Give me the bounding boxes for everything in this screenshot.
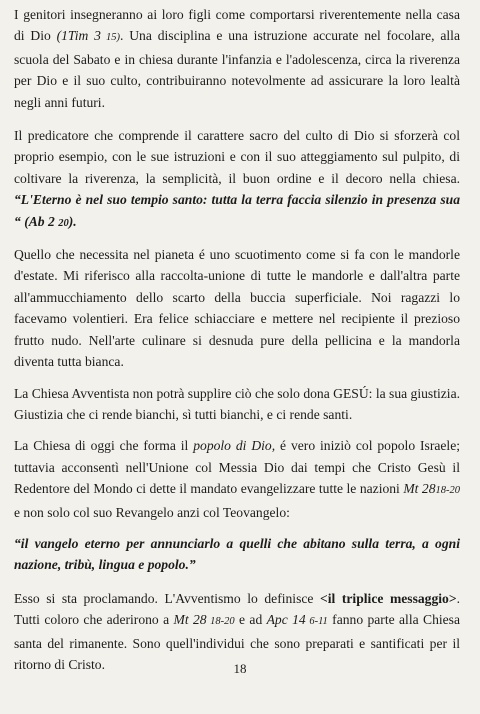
paragraph-3: Quello che necessita nel pianeta é uno scuotimento come si fa con le mandorle d'estate. Mi riferisco alla raccolta-unione di tutte le mandorle e dall'altra parte all'ammucchiamento dello scarto della buccia superficiale. Noi ragazzi lo facevamo volentieri. Era felice schiacciare e mettere nel recipiente il prezioso frutto nudo. Nell'arte culinare si desnuda pure della pellicina e la mandorla diventa tutta bianca. [14, 247, 460, 370]
bible-ref-apc: Apc 14 6-11 [266, 612, 328, 628]
paragraph-5-text-b: é vero iniziò col popolo Israele; tuttavia acconsentì nell'Unione col Messia Dio dai tempi che Cristo Gesù il Redentore del Mondo ci dette il mandato evangelizzare tutte le nazioni [14, 438, 461, 497]
paragraph-5 [14, 435, 460, 523]
paragraph-4: La Chiesa Avventista non potrà supplire ciò che solo dona GESÚ: la sua giustizia. Giustizia che ci rende bianchi, sì tutti bianchi, e ci rende santi. [14, 385, 460, 422]
bible-ref-mt-2: Mt 28 18-20 [173, 612, 235, 628]
paragraph-7-text-d: fanno parte alla Chiesa santa del rimanente. Sono quell'individui che sono preparati e santificati per il ritorno di Cristo. [14, 612, 460, 672]
paragraph-2 [14, 125, 460, 234]
paragraph-5-italic: popolo di Dio, [193, 438, 276, 454]
paragraph-1 [14, 4, 460, 113]
quote-gospel: “il vangelo eterno per annunciarlo a quelli che abitano sulla terra, a ogni nazione, tribù, lingua e popolo.” [14, 535, 460, 573]
bible-ref-1tim: (1Tim 3 15) [56, 28, 121, 44]
paragraph-2-text: Il predicatore che comprende il carattere sacro del culto di Dio si sforzerà col proprio esempio, con le sue istruzioni e con il suo atteggiamento sul pulpito, di coltivare la riverenza, la semplicità, il buon ordine e il decoro nella chiesa. [14, 128, 460, 186]
triplice-messaggio: <il triplice messaggio> [320, 590, 457, 606]
paragraph-5-text-a: La Chiesa di oggi che forma il [14, 438, 194, 454]
bible-ref-mt: Mt 2818-20 [403, 481, 461, 497]
paragraph-7-text-a: Esso si sta proclamando. L'Avventismo lo definisce [14, 590, 320, 606]
quote-habakkuk: “L'Eterno è nel suo tempio santo: tutta la terra faccia silenzio in presenza sua “ (Ab 2 20). [14, 192, 460, 229]
paragraph-1-text-a: I genitori insegneranno ai loro figli come comportarsi riverentemente nella casa di Dio [14, 7, 460, 44]
paragraph-1-text-b: . Una disciplina e una istruzione accurate nel focolare, alla scuola del Sabato e in chiesa durante l'infanzia e l'adolescenza, circa la riverenza per Dio e il suo culto, contribuiranno notevolmente ad assicurare la loro lealtà negli anni futuri. [14, 28, 460, 110]
paragraph-7-text-b: . Tutti coloro che aderirono a [14, 590, 460, 628]
paragraph-7-text-c: e ad [234, 612, 267, 628]
page-number: 18 [233, 661, 247, 676]
paragraph-5-text-c: e non solo col suo Revangelo anzi col Teovangelo: [14, 504, 290, 520]
